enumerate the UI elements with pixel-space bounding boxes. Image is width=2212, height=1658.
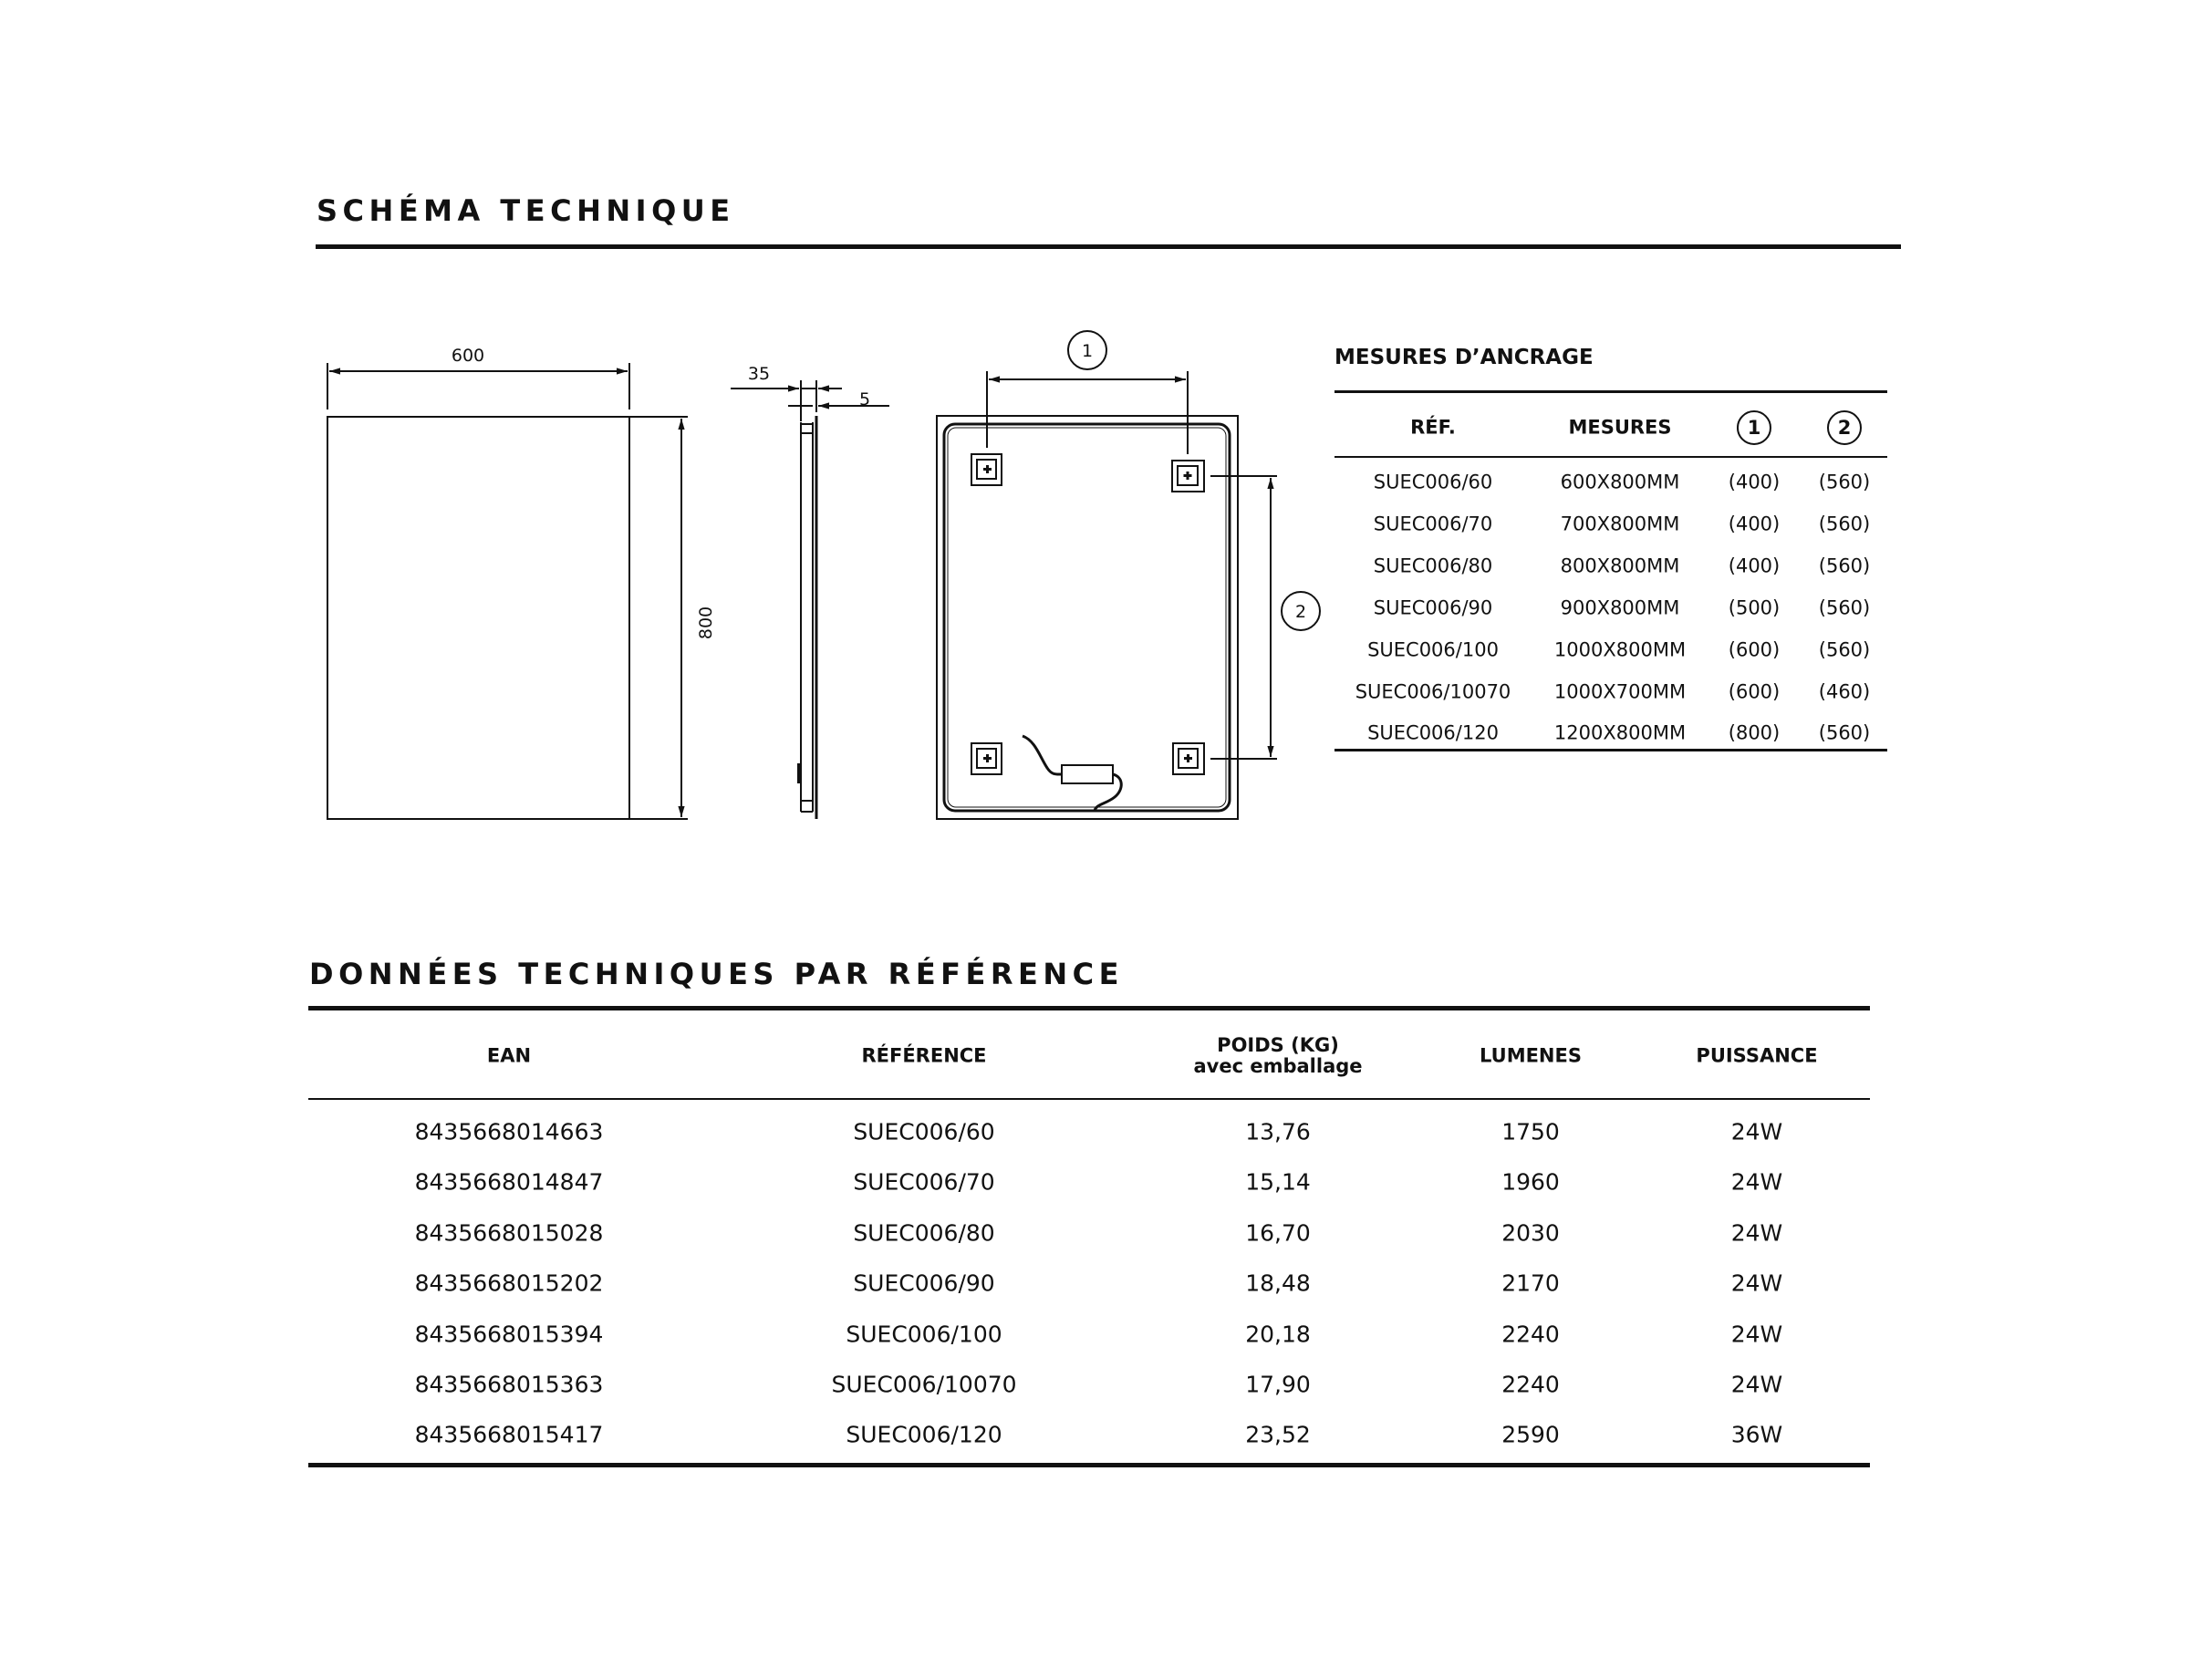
cell-puissance: 24W <box>1730 1219 1783 1247</box>
cell-lumenes: 1960 <box>1501 1168 1560 1196</box>
anchor-c2: (460) <box>1818 680 1871 703</box>
header-poids <box>1193 1035 1362 1077</box>
anchor-c1: (400) <box>1728 513 1781 535</box>
schema-section-title: SCHÉMA TECHNIQUE <box>317 193 735 228</box>
anchor-header-ref: RÉF. <box>1410 416 1456 439</box>
anchor-mesures: 900X800MM <box>1560 596 1680 619</box>
header-puissance: PUISSANCE <box>1696 1044 1818 1067</box>
anchor-mesures: 1200X800MM <box>1553 721 1687 744</box>
bracket-bottom-right <box>1173 743 1204 774</box>
back-view <box>937 371 1277 819</box>
led-cable-in <box>1023 736 1062 774</box>
bracket-top-right <box>1172 461 1204 492</box>
svg-text:1: 1 <box>1081 341 1094 361</box>
led-driver <box>1062 765 1113 783</box>
cell-ean: 8435668015394 <box>414 1321 604 1348</box>
back-outer-frame <box>937 416 1238 819</box>
cell-reference: SUEC006/80 <box>853 1219 995 1247</box>
svg-text:2: 2 <box>1294 602 1307 622</box>
cell-ean: 8435668015028 <box>414 1219 604 1247</box>
width-label: 600 <box>451 346 485 366</box>
header-lumenes: LUMENES <box>1480 1044 1582 1067</box>
glass-thickness-label: 5 <box>858 389 871 409</box>
header-poids-main: POIDS (KG) <box>1217 1033 1339 1056</box>
cell-poids: 23,52 <box>1245 1421 1311 1448</box>
cell-reference: SUEC006/100 <box>846 1321 1002 1348</box>
cell-puissance: 24W <box>1730 1321 1783 1348</box>
cell-ean: 8435668014663 <box>414 1118 604 1145</box>
back-inner-frame <box>944 424 1230 811</box>
cell-poids: 17,90 <box>1245 1371 1311 1398</box>
anchor-c1: (800) <box>1728 721 1781 744</box>
data-section-title: DONNÉES TECHNIQUES PAR RÉFÉRENCE <box>309 957 1125 991</box>
anchor-c2: (560) <box>1818 554 1871 577</box>
cell-lumenes: 2590 <box>1501 1421 1560 1448</box>
header-ean: EAN <box>486 1044 532 1067</box>
anchor-table-bottom-rule <box>1334 749 1887 751</box>
cell-lumenes: 2170 <box>1501 1269 1560 1297</box>
anchor-c1: (500) <box>1728 596 1781 619</box>
cell-puissance: 36W <box>1730 1421 1783 1448</box>
data-table-top-rule <box>308 1006 1870 1010</box>
cell-reference: SUEC006/120 <box>846 1421 1002 1448</box>
led-cable-out <box>1095 774 1121 812</box>
cell-reference: SUEC006/10070 <box>831 1371 1017 1398</box>
height-label: 800 <box>696 606 716 640</box>
anchor-ref: SUEC006/60 <box>1373 471 1493 493</box>
side-view <box>731 380 889 819</box>
anchor-ref: SUEC006/120 <box>1367 721 1499 744</box>
anchor-mesures: 700X800MM <box>1560 513 1680 535</box>
cell-puissance: 24W <box>1730 1168 1783 1196</box>
anchor-mesures: 1000X800MM <box>1553 638 1687 661</box>
data-table-header-rule <box>308 1098 1870 1100</box>
side-switch <box>798 764 801 782</box>
anchor-ref: SUEC006/10070 <box>1355 680 1511 703</box>
cell-ean: 8435668015417 <box>414 1421 604 1448</box>
anchor-ref: SUEC006/100 <box>1367 638 1499 661</box>
anchor-c1: (600) <box>1728 680 1781 703</box>
anchor-c1: (400) <box>1728 554 1781 577</box>
anchor-ref: SUEC006/70 <box>1373 513 1493 535</box>
cell-reference: SUEC006/90 <box>853 1269 995 1297</box>
anchor-mesures: 800X800MM <box>1560 554 1680 577</box>
cell-ean: 8435668015202 <box>414 1269 604 1297</box>
anchor-header-1 <box>1737 410 1771 445</box>
bracket-top-left <box>971 454 1002 485</box>
anchor-header-mesures: MESURES <box>1568 416 1672 439</box>
circled-2: 2 <box>1827 410 1862 445</box>
anchor-mesures: 600X800MM <box>1560 471 1680 493</box>
marker-1 <box>1068 331 1106 369</box>
front-view <box>327 363 688 819</box>
anchor-mesures: 1000X700MM <box>1553 680 1687 703</box>
cell-ean: 8435668015363 <box>414 1371 604 1398</box>
cell-poids: 20,18 <box>1245 1321 1311 1348</box>
cell-lumenes: 2030 <box>1501 1219 1560 1247</box>
anchor-c2: (560) <box>1818 596 1871 619</box>
cell-lumenes: 2240 <box>1501 1371 1560 1398</box>
cell-lumenes: 1750 <box>1501 1118 1560 1145</box>
circled-1: 1 <box>1737 410 1771 445</box>
anchor-table-top-rule <box>1334 390 1887 393</box>
cell-poids: 13,76 <box>1245 1118 1311 1145</box>
data-table-bottom-rule <box>308 1463 1870 1467</box>
cell-lumenes: 2240 <box>1501 1321 1560 1348</box>
cell-ean: 8435668014847 <box>414 1168 604 1196</box>
cell-puissance: 24W <box>1730 1118 1783 1145</box>
anchor-ref: SUEC006/80 <box>1373 554 1493 577</box>
cell-reference: SUEC006/70 <box>853 1168 995 1196</box>
header-reference: RÉFÉRENCE <box>861 1044 987 1067</box>
cell-poids: 16,70 <box>1245 1219 1311 1247</box>
cell-poids: 15,14 <box>1245 1168 1311 1196</box>
depth-label: 35 <box>747 364 771 384</box>
marker-2 <box>1282 592 1320 630</box>
cell-poids: 18,48 <box>1245 1269 1311 1297</box>
front-view-outline <box>327 417 629 819</box>
anchor-c1: (400) <box>1728 471 1781 493</box>
anchor-c2: (560) <box>1818 721 1871 744</box>
bracket-bottom-left <box>971 743 1002 774</box>
cell-puissance: 24W <box>1730 1371 1783 1398</box>
anchor-ref: SUEC006/90 <box>1373 596 1493 619</box>
anchor-c2: (560) <box>1818 471 1871 493</box>
anchor-c2: (560) <box>1818 513 1871 535</box>
header-poids-sub: avec emballage <box>1193 1055 1363 1077</box>
cell-reference: SUEC006/60 <box>853 1118 995 1145</box>
anchor-table-title: MESURES D’ANCRAGE <box>1334 346 1594 369</box>
anchor-header-2 <box>1827 410 1862 445</box>
anchor-c2: (560) <box>1818 638 1871 661</box>
cell-puissance: 24W <box>1730 1269 1783 1297</box>
anchor-table-header-rule <box>1334 456 1887 458</box>
anchor-c1: (600) <box>1728 638 1781 661</box>
